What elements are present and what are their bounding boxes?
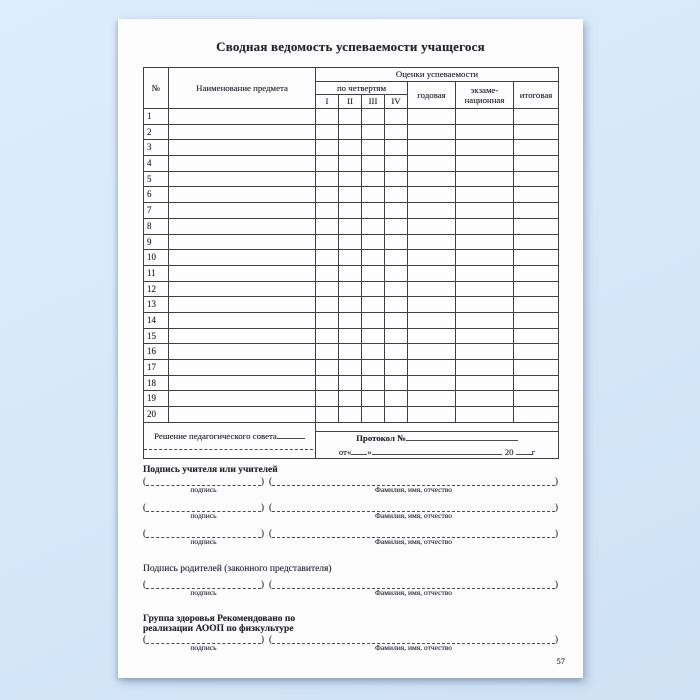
paren-mark: ( <box>143 501 146 512</box>
fullname-label: Фамилия, имя, отчество <box>375 587 452 597</box>
row-number-cell: 19 <box>144 391 169 407</box>
health-signature-row <box>143 633 558 652</box>
grades-table <box>143 67 559 459</box>
parent-signature-row <box>143 578 558 597</box>
signature-blank <box>146 578 261 597</box>
grade-cell <box>385 234 408 250</box>
grade-cell <box>408 234 456 250</box>
row-number-cell: 6 <box>144 187 169 203</box>
grade-cell <box>514 140 559 156</box>
health-group-heading <box>143 614 558 634</box>
grade-cell <box>385 391 408 407</box>
grade-cell <box>408 250 456 266</box>
subject-cell <box>169 312 316 328</box>
grade-cell <box>339 187 362 203</box>
grade-cell <box>385 250 408 266</box>
grade-cell <box>316 218 339 234</box>
grade-cell <box>339 140 362 156</box>
grade-cell <box>456 156 514 172</box>
signature-label: подпись <box>190 642 217 652</box>
table-row <box>144 407 559 423</box>
fullname-blank <box>272 578 555 597</box>
grade-cell <box>362 203 385 219</box>
page-title: Сводная ведомость успеваемости учащегося <box>216 39 485 54</box>
grade-cell <box>316 281 339 297</box>
grade-cell <box>456 250 514 266</box>
grade-cell <box>456 375 514 391</box>
grade-cell <box>408 281 456 297</box>
grade-cell <box>339 407 362 423</box>
grade-cell <box>456 140 514 156</box>
col-header-quarter-2: II <box>339 95 362 109</box>
fullname-blank <box>272 501 555 520</box>
row-number-cell: 12 <box>144 281 169 297</box>
paren-mark: ) <box>555 633 558 644</box>
year-suffix: г <box>531 447 536 458</box>
table-row <box>144 250 559 266</box>
paren-mark: ( <box>143 578 146 589</box>
table-row <box>144 203 559 219</box>
grade-cell <box>408 328 456 344</box>
row-number-cell: 18 <box>144 375 169 391</box>
row-number-cell: 2 <box>144 124 169 140</box>
grade-cell <box>362 344 385 360</box>
date-from-label: от« <box>338 447 352 458</box>
blank-line-dashed <box>144 449 313 450</box>
grade-cell <box>385 124 408 140</box>
grade-cell <box>385 281 408 297</box>
row-number-cell: 14 <box>144 312 169 328</box>
grade-cell <box>456 328 514 344</box>
grade-cell <box>339 171 362 187</box>
protocol-line <box>316 432 558 443</box>
grade-cell <box>362 187 385 203</box>
grade-cell <box>362 124 385 140</box>
grade-cell <box>339 344 362 360</box>
table-row <box>144 218 559 234</box>
paren-mark: ) <box>261 578 264 589</box>
grade-cell <box>316 360 339 376</box>
table-row <box>144 140 559 156</box>
council-decision-cell <box>144 422 316 458</box>
grade-cell <box>362 328 385 344</box>
row-number-cell: 13 <box>144 297 169 313</box>
row-number-cell: 8 <box>144 218 169 234</box>
grade-cell <box>408 375 456 391</box>
grade-cell <box>456 344 514 360</box>
subject-cell <box>169 156 316 172</box>
grade-cell <box>456 391 514 407</box>
blank-line <box>351 446 367 455</box>
row-number-cell: 4 <box>144 156 169 172</box>
grade-cell <box>362 140 385 156</box>
grade-cell <box>456 360 514 376</box>
year-prefix: 20 <box>504 447 514 458</box>
grade-cell <box>362 312 385 328</box>
row-number-cell: 17 <box>144 360 169 376</box>
col-header-quarter-1: I <box>316 95 339 109</box>
grade-cell <box>362 250 385 266</box>
grade-cell <box>514 281 559 297</box>
council-decision-label: Решение педагогического совета <box>154 431 277 442</box>
row-number-cell: 1 <box>144 109 169 125</box>
grade-cell <box>408 156 456 172</box>
grade-cell <box>408 203 456 219</box>
grade-cell <box>339 297 362 313</box>
grade-cell <box>408 187 456 203</box>
protocol-label: Протокол № <box>356 432 406 443</box>
signature-blank <box>146 501 261 520</box>
row-number-cell: 5 <box>144 171 169 187</box>
grade-cell <box>456 312 514 328</box>
col-header-quarter-3: III <box>362 95 385 109</box>
grade-cell <box>385 203 408 219</box>
page-number: 57 <box>556 656 565 666</box>
table-row <box>144 109 559 125</box>
grade-cell <box>514 171 559 187</box>
grade-cell <box>385 344 408 360</box>
grade-cell <box>408 407 456 423</box>
grade-cell <box>456 407 514 423</box>
grade-cell <box>408 109 456 125</box>
grade-cell <box>362 109 385 125</box>
subject-cell <box>169 250 316 266</box>
table-row <box>144 391 559 407</box>
grade-cell <box>456 187 514 203</box>
col-header-exam: экзаме- национная <box>456 82 514 109</box>
table-body <box>144 109 559 423</box>
grade-cell <box>514 312 559 328</box>
paren-mark: ( <box>269 501 272 512</box>
grade-cell <box>385 297 408 313</box>
grade-cell <box>514 328 559 344</box>
row-number-cell: 20 <box>144 407 169 423</box>
blank-line <box>406 432 518 441</box>
grade-cell <box>408 171 456 187</box>
grade-cell <box>385 375 408 391</box>
col-header-number: № <box>144 68 169 109</box>
teacher-signature-row-3 <box>143 527 558 546</box>
paren-mark: ( <box>269 633 272 644</box>
table-row <box>144 281 559 297</box>
row-number-cell: 9 <box>144 234 169 250</box>
subject-cell <box>169 265 316 281</box>
subject-cell <box>169 281 316 297</box>
grade-cell <box>339 312 362 328</box>
grade-cell <box>362 391 385 407</box>
subject-cell <box>169 375 316 391</box>
row-number-cell: 3 <box>144 140 169 156</box>
health-heading-line-1: Группа здоровья Рекомендовано по <box>143 613 296 624</box>
grade-cell <box>514 250 559 266</box>
table-row <box>144 344 559 360</box>
signature-label: подпись <box>190 484 217 494</box>
grade-cell <box>514 187 559 203</box>
row-number-cell: 10 <box>144 250 169 266</box>
paren-mark: ) <box>261 475 264 486</box>
blank-line <box>277 430 305 439</box>
table-row <box>144 297 559 313</box>
table-row <box>144 312 559 328</box>
grade-cell <box>385 312 408 328</box>
col-header-grades-group: Оценки успеваемости <box>316 68 559 82</box>
subject-cell <box>169 124 316 140</box>
grade-cell <box>456 109 514 125</box>
grade-cell <box>408 140 456 156</box>
council-decision-line <box>144 430 315 441</box>
grade-cell <box>339 328 362 344</box>
col-header-quarter-4: IV <box>385 95 408 109</box>
subject-cell <box>169 234 316 250</box>
signature-blank <box>146 527 261 546</box>
health-heading-line-2: реализации АООП по физкультуре <box>143 623 294 634</box>
grade-cell <box>456 297 514 313</box>
subject-cell <box>169 187 316 203</box>
grade-cell <box>339 218 362 234</box>
grade-cell <box>385 109 408 125</box>
grade-cell <box>385 140 408 156</box>
grade-cell <box>339 281 362 297</box>
grade-cell <box>456 218 514 234</box>
subject-cell <box>169 218 316 234</box>
table-row <box>144 171 559 187</box>
grade-cell <box>456 234 514 250</box>
fullname-blank <box>272 633 555 652</box>
signature-blank <box>146 475 261 494</box>
protocol-cell <box>316 431 559 458</box>
grade-cell <box>514 391 559 407</box>
subject-cell <box>169 360 316 376</box>
paren-mark: ) <box>555 501 558 512</box>
grade-cell <box>316 140 339 156</box>
paren-mark: ) <box>261 527 264 538</box>
parent-signature-heading: Подпись родителей (законного представителя) <box>143 563 332 574</box>
grade-cell <box>514 265 559 281</box>
grade-cell <box>408 124 456 140</box>
fullname-label: Фамилия, имя, отчество <box>375 536 452 546</box>
grade-cell <box>316 375 339 391</box>
grade-cell <box>339 203 362 219</box>
grade-cell <box>385 407 408 423</box>
grade-cell <box>408 391 456 407</box>
grade-cell <box>408 218 456 234</box>
paren-mark: ( <box>269 578 272 589</box>
grade-cell <box>316 171 339 187</box>
col-header-subject: Наименование предмета <box>169 68 316 109</box>
grade-cell <box>339 234 362 250</box>
grade-cell <box>316 234 339 250</box>
grade-cell <box>514 218 559 234</box>
grade-cell <box>385 265 408 281</box>
grade-cell <box>316 203 339 219</box>
grade-cell <box>514 203 559 219</box>
grade-cell <box>456 265 514 281</box>
paren-mark: ( <box>269 527 272 538</box>
grade-cell <box>362 265 385 281</box>
blank-line <box>516 446 532 455</box>
grade-cell <box>316 328 339 344</box>
paren-mark: ) <box>261 501 264 512</box>
teacher-signature-heading: Подпись учителя или учителей <box>143 464 278 475</box>
col-header-final: итоговая <box>514 82 559 109</box>
grade-cell <box>408 344 456 360</box>
grade-cell <box>514 407 559 423</box>
table-row <box>144 265 559 281</box>
table-header <box>144 68 559 109</box>
table-row <box>144 187 559 203</box>
date-close-quote: » <box>367 447 372 458</box>
grade-cell <box>316 407 339 423</box>
grade-cell <box>385 218 408 234</box>
fullname-label: Фамилия, имя, отчество <box>375 642 452 652</box>
fullname-label: Фамилия, имя, отчество <box>375 510 452 520</box>
subject-cell <box>169 407 316 423</box>
paren-mark: ) <box>555 475 558 486</box>
document-page <box>118 19 583 678</box>
grade-cell <box>362 156 385 172</box>
grade-cell <box>408 297 456 313</box>
grade-cell <box>385 360 408 376</box>
grade-cell <box>316 265 339 281</box>
grade-cell <box>362 297 385 313</box>
grade-cell <box>385 156 408 172</box>
grade-cell <box>316 109 339 125</box>
grade-cell <box>514 297 559 313</box>
protocol-date-line <box>316 446 558 457</box>
grade-cell <box>408 360 456 376</box>
grade-cell <box>339 109 362 125</box>
table-row <box>144 375 559 391</box>
paren-mark: ( <box>143 527 146 538</box>
grade-cell <box>362 360 385 376</box>
grade-cell <box>385 187 408 203</box>
grade-cell <box>362 407 385 423</box>
grade-cell <box>456 203 514 219</box>
row-number-cell: 16 <box>144 344 169 360</box>
grade-cell <box>339 156 362 172</box>
grade-cell <box>362 281 385 297</box>
grade-cell <box>362 234 385 250</box>
paren-mark: ) <box>555 578 558 589</box>
grade-cell <box>514 124 559 140</box>
teacher-signature-row-1 <box>143 475 558 494</box>
grade-cell <box>316 391 339 407</box>
grade-cell <box>316 156 339 172</box>
table-row <box>144 328 559 344</box>
paren-mark: ( <box>143 475 146 486</box>
grade-cell <box>339 124 362 140</box>
subject-cell <box>169 140 316 156</box>
signature-label: подпись <box>190 510 217 520</box>
table-row <box>144 360 559 376</box>
empty-strip-cell <box>316 422 559 431</box>
grade-cell <box>408 265 456 281</box>
grade-cell <box>339 250 362 266</box>
subject-cell <box>169 171 316 187</box>
table-row <box>144 124 559 140</box>
grade-cell <box>316 187 339 203</box>
signature-label: подпись <box>190 536 217 546</box>
paren-mark: ) <box>261 633 264 644</box>
grade-cell <box>316 250 339 266</box>
blank-line <box>372 446 502 455</box>
paren-mark: ) <box>555 527 558 538</box>
grade-cell <box>514 156 559 172</box>
subject-cell <box>169 109 316 125</box>
subject-cell <box>169 391 316 407</box>
signature-label: подпись <box>190 587 217 597</box>
grade-cell <box>514 360 559 376</box>
grade-cell <box>339 360 362 376</box>
table-footer <box>144 422 559 458</box>
grade-cell <box>408 312 456 328</box>
grade-cell <box>456 171 514 187</box>
subject-cell <box>169 328 316 344</box>
grade-cell <box>316 344 339 360</box>
paren-mark: ( <box>269 475 272 486</box>
subject-cell <box>169 297 316 313</box>
grade-cell <box>362 375 385 391</box>
table-row <box>144 234 559 250</box>
grade-cell <box>339 391 362 407</box>
grade-cell <box>514 234 559 250</box>
grade-cell <box>339 265 362 281</box>
grade-cell <box>316 124 339 140</box>
subject-cell <box>169 203 316 219</box>
grade-cell <box>385 328 408 344</box>
fullname-blank <box>272 527 555 546</box>
col-header-quarters-group: по четвертям <box>316 82 408 95</box>
row-number-cell: 11 <box>144 265 169 281</box>
grade-cell <box>316 312 339 328</box>
grade-cell <box>339 375 362 391</box>
signature-blank <box>146 633 261 652</box>
grade-cell <box>316 297 339 313</box>
grade-cell <box>456 124 514 140</box>
row-number-cell: 7 <box>144 203 169 219</box>
row-number-cell: 15 <box>144 328 169 344</box>
fullname-label: Фамилия, имя, отчество <box>375 484 452 494</box>
table-row <box>144 156 559 172</box>
grade-cell <box>514 344 559 360</box>
grade-cell <box>385 171 408 187</box>
subject-cell <box>169 344 316 360</box>
paren-mark: ( <box>143 633 146 644</box>
grade-cell <box>514 375 559 391</box>
fullname-blank <box>272 475 555 494</box>
grade-cell <box>362 218 385 234</box>
col-header-annual: годовая <box>408 82 456 109</box>
grade-cell <box>514 109 559 125</box>
grade-cell <box>456 281 514 297</box>
teacher-signature-row-2 <box>143 501 558 520</box>
grade-cell <box>362 171 385 187</box>
